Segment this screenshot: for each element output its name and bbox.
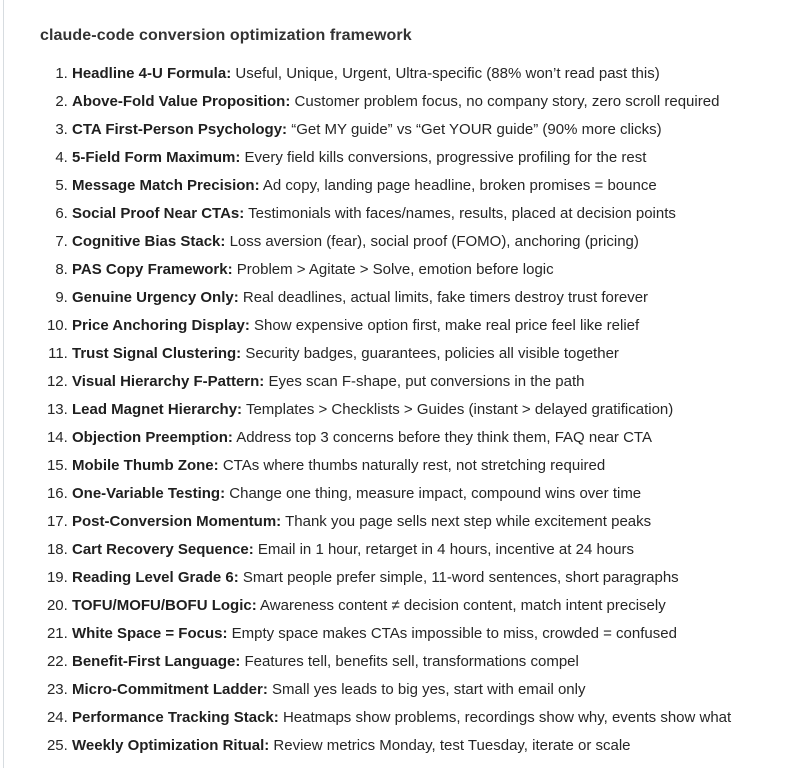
list-item [72,508,771,536]
page-title: claude-code conversion optimization framework [40,27,412,44]
item-description: Heatmaps show problems, recordings show why, events show what [282,709,732,726]
item-description: Every field kills conversions, progressive profiling for the rest [244,149,647,166]
item-label: 5-Field Form Maximum: [72,149,241,166]
item-label: Visual Hierarchy F-Pattern: [72,373,265,390]
item-label: Lead Magnet Hierarchy: [72,401,243,418]
list-item [72,88,771,116]
item-description: Ad copy, landing page headline, broken promises = bounce [262,177,657,194]
framework-list [40,60,771,760]
list-item [72,60,771,88]
item-description: Customer problem focus, no company story, zero scroll required [294,93,720,110]
item-description: Empty space makes CTAs impossible to miss, crowded = confused [231,625,677,642]
item-description: Loss aversion (fear), social proof (FOMO), anchoring (pricing) [229,233,639,250]
item-description: Show expensive option first, make real price feel like relief [254,317,640,334]
item-label: Reading Level Grade 6: [72,569,239,586]
list-item [72,536,771,564]
list-item [72,564,771,592]
list-item [72,144,771,172]
item-description: “Get MY guide” vs “Get YOUR guide” (90% more clicks) [291,121,662,138]
item-description: Review metrics Monday, test Tuesday, iterate or scale [273,737,631,754]
item-label: Genuine Urgency Only: [72,289,239,306]
list-item [72,312,771,340]
item-label: Price Anchoring Display: [72,317,250,334]
item-description: Security badges, guarantees, policies all visible together [245,345,619,362]
item-label: Social Proof Near CTAs: [72,205,245,222]
item-label: Mobile Thumb Zone: [72,457,219,474]
list-item [72,732,771,760]
item-label: One-Variable Testing: [72,485,226,502]
list-item [72,116,771,144]
item-label: White Space = Focus: [72,625,228,642]
item-description: Smart people prefer simple, 11-word sentences, short paragraphs [242,569,679,586]
list-item [72,200,771,228]
item-label: Objection Preemption: [72,429,233,446]
item-description: Awareness content ≠ decision content, match intent precisely [260,597,666,614]
list-item [72,480,771,508]
item-description: Templates > Checklists > Guides (instant > delayed gratification) [245,401,674,418]
item-description: Testimonials with faces/names, results, placed at decision points [248,205,676,222]
list-item [72,676,771,704]
item-description: Email in 1 hour, retarget in 4 hours, incentive at 24 hours [257,541,634,558]
list-item [72,648,771,676]
item-label: Trust Signal Clustering: [72,345,242,362]
list-item [72,340,771,368]
item-description: Eyes scan F-shape, put conversions in the path [268,373,585,390]
list-item [72,172,771,200]
item-description: Useful, Unique, Urgent, Ultra-specific (88% won’t read past this) [235,65,660,82]
item-label: Post-Conversion Momentum: [72,513,282,530]
item-description: Change one thing, measure impact, compound wins over time [229,485,642,502]
item-description: CTAs where thumbs naturally rest, not stretching required [222,457,606,474]
item-label: Performance Tracking Stack: [72,709,279,726]
item-label: Cognitive Bias Stack: [72,233,226,250]
list-item [72,592,771,620]
item-label: Benefit-First Language: [72,653,241,670]
list-item [72,704,771,732]
item-description: Problem > Agitate > Solve, emotion before logic [236,261,554,278]
left-edge-divider [3,0,4,768]
item-label: CTA First-Person Psychology: [72,121,288,138]
list-item [72,228,771,256]
item-description: Features tell, benefits sell, transformations compel [244,653,579,670]
item-label: Weekly Optimization Ritual: [72,737,270,754]
item-description: Address top 3 concerns before they think them, FAQ near CTA [236,429,652,446]
list-item [72,452,771,480]
list-item [72,396,771,424]
item-description: Small yes leads to big yes, start with email only [272,681,586,698]
item-label: TOFU/MOFU/BOFU Logic: [72,597,257,614]
item-label: PAS Copy Framework: [72,261,233,278]
list-item [72,620,771,648]
item-description: Real deadlines, actual limits, fake timers destroy trust forever [242,289,649,306]
item-label: Above-Fold Value Proposition: [72,93,291,110]
list-item [72,256,771,284]
item-label: Message Match Precision: [72,177,260,194]
list-item [72,424,771,452]
item-label: Micro-Commitment Ladder: [72,681,268,698]
item-description: Thank you page sells next step while excitement peaks [285,513,652,530]
item-label: Headline 4-U Formula: [72,65,232,82]
list-item [72,284,771,312]
list-item [72,368,771,396]
item-label: Cart Recovery Sequence: [72,541,254,558]
